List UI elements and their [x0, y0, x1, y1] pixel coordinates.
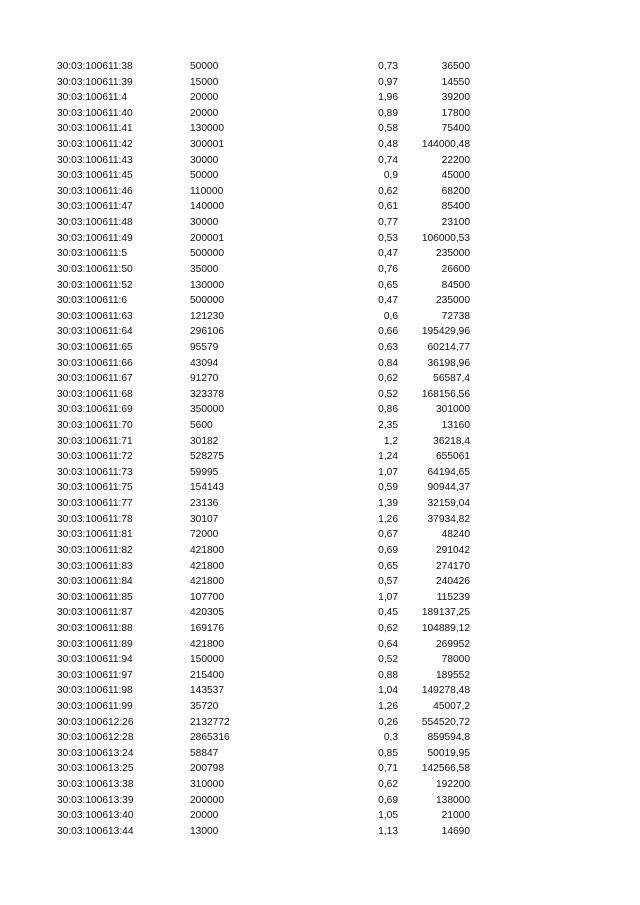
table-row	[0, 121, 640, 137]
table-row	[0, 153, 640, 169]
coefficient-cell: 0,63	[378, 341, 398, 353]
table-row	[0, 262, 640, 278]
area-cell: 2132772	[190, 716, 230, 728]
value-cell: 192200	[436, 779, 470, 791]
coefficient-cell: 1,96	[378, 92, 398, 104]
area-cell: 35000	[190, 263, 219, 275]
coefficient-cell: 0,85	[378, 747, 398, 759]
area-cell: 43094	[190, 357, 219, 369]
table-row	[0, 215, 640, 231]
coefficient-cell: 0,52	[378, 388, 398, 400]
area-cell: 20000	[190, 92, 219, 104]
cadastral-number-cell: 30:03:100611:85	[57, 591, 133, 603]
table-row	[0, 356, 640, 372]
area-cell: 200000	[190, 794, 224, 806]
cadastral-number-cell: 30:03:100611:5	[57, 248, 128, 260]
coefficient-cell: 0,76	[378, 263, 398, 275]
coefficient-cell: 0,84	[378, 357, 398, 369]
coefficient-cell: 1,26	[378, 513, 398, 525]
table-row	[0, 340, 640, 356]
table-row	[0, 106, 640, 122]
area-cell: 169176	[190, 622, 224, 634]
cadastral-number-cell: 30:03:100611:81	[57, 529, 133, 541]
area-cell: 323378	[190, 388, 224, 400]
area-cell: 154143	[190, 482, 224, 494]
table-row	[0, 824, 640, 840]
coefficient-cell: 1,05	[378, 810, 398, 822]
cadastral-number-cell: 30:03:100611:65	[57, 341, 133, 353]
coefficient-cell: 0,73	[378, 61, 398, 72]
area-cell: 143537	[190, 685, 224, 697]
value-cell: 14690	[441, 825, 470, 837]
coefficient-cell: 0,89	[378, 107, 398, 119]
coefficient-cell: 0,67	[378, 529, 398, 541]
cadastral-number-cell: 30:03:100611:40	[57, 107, 133, 119]
coefficient-cell: 0,6	[383, 310, 398, 322]
area-cell: 58847	[190, 747, 219, 759]
cadastral-number-cell: 30:03:100611:72	[57, 451, 133, 463]
coefficient-cell: 0,48	[378, 139, 398, 151]
area-cell: 30000	[190, 217, 219, 229]
area-cell: 200001	[190, 232, 224, 244]
coefficient-cell: 0,62	[378, 185, 398, 197]
cadastral-number-cell: 30:03:100611:97	[57, 669, 133, 681]
cadastral-number-cell: 30:03:100613:39	[57, 794, 134, 806]
cadastral-number-cell: 30:03:100611:6	[57, 295, 128, 307]
coefficient-cell: 1,2	[383, 435, 398, 447]
cadastral-number-cell: 30:03:100611:66	[57, 357, 133, 369]
value-cell: 106000,53	[421, 232, 470, 244]
area-cell: 215400	[190, 669, 224, 681]
value-cell: 859594,8	[427, 732, 470, 744]
area-cell: 310000	[190, 779, 224, 791]
cadastral-number-cell: 30:03:100611:67	[57, 373, 133, 385]
table-row	[0, 605, 640, 621]
area-cell: 296106	[190, 326, 224, 338]
area-cell: 150000	[190, 654, 224, 666]
value-cell: 48240	[441, 529, 470, 541]
area-cell: 140000	[190, 201, 224, 213]
table-row	[0, 621, 640, 637]
coefficient-cell: 1,04	[378, 685, 398, 697]
table-row	[0, 512, 640, 528]
area-cell: 15000	[190, 76, 219, 88]
cadastral-number-cell: 30:03:100611:88	[57, 622, 133, 634]
value-cell: 23100	[441, 217, 470, 229]
value-cell: 78000	[441, 654, 470, 666]
table-row	[0, 808, 640, 824]
coefficient-cell: 0,74	[378, 154, 398, 166]
coefficient-cell: 0,86	[378, 404, 398, 416]
area-cell: 421800	[190, 560, 224, 572]
value-cell: 21000	[441, 810, 470, 822]
table-row	[0, 90, 640, 106]
cadastral-number-cell: 30:03:100611:82	[57, 544, 133, 556]
value-cell: 22200	[441, 154, 470, 166]
table-row	[0, 715, 640, 731]
cadastral-number-cell: 30:03:100611:64	[57, 326, 133, 338]
coefficient-cell: 0,53	[378, 232, 398, 244]
cadastral-number-cell: 30:03:100611:89	[57, 638, 133, 650]
value-cell: 168156,56	[421, 388, 470, 400]
area-cell: 110000	[190, 185, 224, 197]
value-cell: 269952	[436, 638, 470, 650]
area-cell: 72000	[190, 529, 219, 541]
cadastral-number-cell: 30:03:100611:63	[57, 310, 133, 322]
value-cell: 235000	[436, 248, 470, 260]
area-cell: 95579	[190, 341, 219, 353]
area-cell: 421800	[190, 638, 224, 650]
cadastral-number-cell: 30:03:100613:38	[57, 779, 134, 791]
coefficient-cell: 0,57	[378, 576, 398, 588]
area-cell: 500000	[190, 295, 224, 307]
table-row	[0, 402, 640, 418]
coefficient-cell: 0,88	[378, 669, 398, 681]
area-cell: 130000	[190, 279, 224, 291]
cadastral-number-cell: 30:03:100611:52	[57, 279, 133, 291]
table-row	[0, 746, 640, 762]
area-cell: 121230	[190, 310, 224, 322]
table-row	[0, 309, 640, 325]
coefficient-cell: 0,62	[378, 622, 398, 634]
coefficient-cell: 0,47	[378, 248, 398, 260]
table-row	[0, 496, 640, 512]
value-cell: 655061	[436, 451, 470, 463]
table-row	[0, 59, 640, 75]
area-cell: 59995	[190, 466, 219, 478]
value-cell: 149278,48	[421, 685, 470, 697]
coefficient-cell: 0,45	[378, 607, 398, 619]
area-cell: 50000	[190, 170, 219, 182]
table-row	[0, 418, 640, 434]
value-cell: 85400	[441, 201, 470, 213]
table-row	[0, 231, 640, 247]
table-row	[0, 371, 640, 387]
coefficient-cell: 0,61	[378, 201, 398, 213]
coefficient-cell: 1,07	[378, 591, 398, 603]
coefficient-cell: 0,69	[378, 794, 398, 806]
coefficient-cell: 0,77	[378, 217, 398, 229]
cadastral-number-cell: 30:03:100611:75	[57, 482, 133, 494]
coefficient-cell: 0,65	[378, 279, 398, 291]
coefficient-cell: 2,35	[378, 420, 398, 432]
table-row	[0, 543, 640, 559]
table-row	[0, 465, 640, 481]
value-cell: 75400	[441, 123, 470, 135]
value-cell: 56587,4	[433, 373, 470, 385]
coefficient-cell: 1,13	[378, 825, 398, 837]
value-cell: 240426	[436, 576, 470, 588]
value-cell: 17800	[441, 107, 470, 119]
coefficient-cell: 1,26	[378, 700, 398, 712]
value-cell: 84500	[441, 279, 470, 291]
cadastral-number-cell: 30:03:100611:43	[57, 154, 133, 166]
area-cell: 20000	[190, 810, 219, 822]
table-row	[0, 559, 640, 575]
table-row	[0, 168, 640, 184]
area-cell: 500000	[190, 248, 224, 260]
cadastral-number-cell: 30:03:100612:26	[57, 716, 134, 728]
area-cell: 350000	[190, 404, 224, 416]
value-cell: 291042	[436, 544, 470, 556]
value-cell: 189552	[436, 669, 470, 681]
cadastral-number-cell: 30:03:100613:44	[57, 825, 134, 837]
table-row	[0, 434, 640, 450]
value-cell: 37934,82	[427, 513, 470, 525]
table-row	[0, 246, 640, 262]
area-cell: 91270	[190, 373, 219, 385]
area-cell: 13000	[190, 825, 219, 837]
value-cell: 189137,25	[421, 607, 470, 619]
coefficient-cell: 0,62	[378, 373, 398, 385]
value-cell: 36500	[441, 61, 470, 72]
cadastral-number-cell: 30:03:100612:28	[57, 732, 134, 744]
value-cell: 60214,77	[427, 341, 470, 353]
cadastral-number-cell: 30:03:100611:83	[57, 560, 133, 572]
table-row	[0, 184, 640, 200]
table-row	[0, 574, 640, 590]
table-row	[0, 527, 640, 543]
value-cell: 115239	[436, 591, 470, 603]
cadastral-number-cell: 30:03:100611:46	[57, 185, 133, 197]
area-cell: 50000	[190, 61, 219, 72]
value-cell: 144000,48	[421, 139, 470, 151]
area-cell: 30000	[190, 154, 219, 166]
area-cell: 421800	[190, 576, 224, 588]
cadastral-number-cell: 30:03:100611:94	[57, 654, 133, 666]
cadastral-number-cell: 30:03:100611:78	[57, 513, 133, 525]
area-cell: 30107	[190, 513, 219, 525]
value-cell: 50019,95	[427, 747, 470, 759]
table-row	[0, 683, 640, 699]
cadastral-number-cell: 30:03:100611:99	[57, 700, 133, 712]
coefficient-cell: 0,47	[378, 295, 398, 307]
cadastral-number-cell: 30:03:100613:25	[57, 763, 134, 775]
cadastral-number-cell: 30:03:100611:4	[57, 92, 128, 104]
table-row	[0, 637, 640, 653]
value-cell: 104889,12	[421, 622, 470, 634]
area-cell: 2865316	[190, 732, 230, 744]
table-row	[0, 668, 640, 684]
value-cell: 138000	[436, 794, 470, 806]
cadastral-number-cell: 30:03:100611:50	[57, 263, 133, 275]
area-cell: 5600	[190, 420, 213, 432]
coefficient-cell: 0,66	[378, 326, 398, 338]
table-row	[0, 699, 640, 715]
value-cell: 36218,4	[433, 435, 470, 447]
area-cell: 300001	[190, 139, 224, 151]
table-row	[0, 652, 640, 668]
area-cell: 528275	[190, 451, 224, 463]
table-row	[0, 761, 640, 777]
coefficient-cell: 1,07	[378, 466, 398, 478]
cadastral-number-cell: 30:03:100611:84	[57, 576, 133, 588]
value-cell: 14550	[441, 76, 470, 88]
value-cell: 554520,72	[421, 716, 470, 728]
table-row	[0, 449, 640, 465]
cadastral-number-cell: 30:03:100611:45	[57, 170, 133, 182]
cadastral-number-cell: 30:03:100613:40	[57, 810, 134, 822]
area-cell: 30182	[190, 435, 219, 447]
cadastral-number-cell: 30:03:100611:42	[57, 139, 133, 151]
coefficient-cell: 0,59	[378, 482, 398, 494]
value-cell: 301000	[436, 404, 470, 416]
value-cell: 72738	[441, 310, 470, 322]
area-cell: 23136	[190, 498, 219, 510]
value-cell: 39200	[441, 92, 470, 104]
value-cell: 274170	[436, 560, 470, 572]
table-row	[0, 387, 640, 403]
table-row	[0, 793, 640, 809]
coefficient-cell: 0,58	[378, 123, 398, 135]
value-cell: 142566,58	[421, 763, 470, 775]
table-row	[0, 590, 640, 606]
cadastral-number-cell: 30:03:100611:98	[57, 685, 133, 697]
coefficient-cell: 0,69	[378, 544, 398, 556]
coefficient-cell: 0,65	[378, 560, 398, 572]
area-cell: 421800	[190, 544, 224, 556]
value-cell: 13160	[441, 420, 470, 432]
coefficient-cell: 1,39	[378, 498, 398, 510]
table-row	[0, 137, 640, 153]
value-cell: 32159,04	[427, 498, 470, 510]
coefficient-cell: 1,24	[378, 451, 398, 463]
cadastral-number-cell: 30:03:100611:68	[57, 388, 133, 400]
coefficient-cell: 0,3	[383, 732, 398, 744]
cadastral-number-cell: 30:03:100611:71	[57, 435, 133, 447]
table-row	[0, 278, 640, 294]
area-cell: 130000	[190, 123, 224, 135]
coefficient-cell: 0,62	[378, 779, 398, 791]
table-row	[0, 199, 640, 215]
cadastral-number-cell: 30:03:100611:73	[57, 466, 133, 478]
cadastral-number-cell: 30:03:100611:77	[57, 498, 133, 510]
area-cell: 200798	[190, 763, 224, 775]
value-cell: 235000	[436, 295, 470, 307]
value-cell: 195429,96	[421, 326, 470, 338]
table-row	[0, 777, 640, 793]
value-cell: 45007,2	[433, 700, 470, 712]
coefficient-cell: 0,26	[378, 716, 398, 728]
area-cell: 20000	[190, 107, 219, 119]
table-row	[0, 75, 640, 91]
table-row	[0, 324, 640, 340]
table-row	[0, 293, 640, 309]
value-cell: 64194,65	[427, 466, 470, 478]
cadastral-number-cell: 30:03:100611:39	[57, 76, 133, 88]
value-cell: 45000	[441, 170, 470, 182]
value-cell: 90944,37	[427, 482, 470, 494]
cadastral-number-cell: 30:03:100611:47	[57, 201, 133, 213]
cadastral-number-cell: 30:03:100611:38	[57, 61, 133, 72]
coefficient-cell: 0,52	[378, 654, 398, 666]
value-cell: 68200	[441, 185, 470, 197]
coefficient-cell: 0,64	[378, 638, 398, 650]
table-row	[0, 730, 640, 746]
data-table	[0, 59, 640, 839]
area-cell: 420305	[190, 607, 224, 619]
cadastral-number-cell: 30:03:100611:87	[57, 607, 133, 619]
coefficient-cell: 0,71	[378, 763, 398, 775]
cadastral-number-cell: 30:03:100611:41	[57, 123, 133, 135]
value-cell: 36198,96	[427, 357, 470, 369]
coefficient-cell: 0,9	[383, 170, 398, 182]
cadastral-number-cell: 30:03:100611:69	[57, 404, 133, 416]
cadastral-number-cell: 30:03:100611:49	[57, 232, 133, 244]
value-cell: 26600	[441, 263, 470, 275]
coefficient-cell: 0,97	[378, 76, 398, 88]
table-row	[0, 480, 640, 496]
cadastral-number-cell: 30:03:100611:48	[57, 217, 133, 229]
area-cell: 107700	[190, 591, 224, 603]
cadastral-number-cell: 30:03:100613:24	[57, 747, 134, 759]
cadastral-number-cell: 30:03:100611:70	[57, 420, 133, 432]
area-cell: 35720	[190, 700, 219, 712]
